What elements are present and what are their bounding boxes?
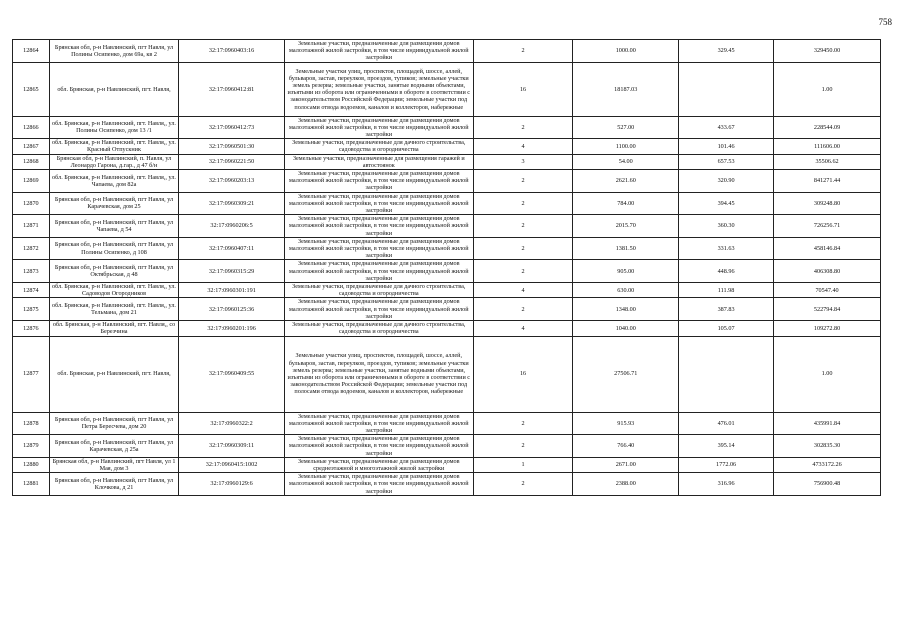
- land-use-cell: Земельные участки улиц, проспектов, площадей, шоссе, аллей, бульваров, застав, переулков, проездов, тупиков; земельные участки земель резерва; земельные участки, занятые водными объектами, изъятыми из оборота или ограниченными в обороте в соответствии с законодательством Российской Федерации; земельные участки под полосами отвода водоемов, каналов и коллекторов, набережные: [284, 336, 473, 412]
- address-cell: обл. Брянская, р-н Навлинский, пгт. Навля,, ул. Красный Отпускник: [49, 139, 178, 154]
- rate-cell: 476.01: [679, 412, 774, 435]
- table-row: [13, 116, 881, 139]
- land-register-table: [12, 39, 881, 496]
- rate-cell: [679, 62, 774, 116]
- category-code-cell: 2: [473, 435, 573, 458]
- table-row: [13, 192, 881, 215]
- row-number-cell: 12868: [13, 154, 50, 169]
- category-code-cell: 2: [473, 215, 573, 238]
- address-cell: Брянская обл, р-н Навлинский, пгт Навля, ул Октябрьская, д 48: [49, 260, 178, 283]
- table-row: [13, 62, 881, 116]
- address-cell: Брянская обл, р-н Навлинский, пгт Навля, ул Чапаева, д 54: [49, 215, 178, 238]
- table-row: [13, 457, 881, 472]
- table-row: [13, 139, 881, 154]
- rate-cell: 448.96: [679, 260, 774, 283]
- cadastral-number-cell: 32:17:0960412:73: [179, 116, 285, 139]
- address-cell: Брянская обл, р-н Навлинский, пгт Навля, ул Полины Осипенко, д 108: [49, 237, 178, 260]
- cadastral-number-cell: 32:17:0960206:5: [179, 215, 285, 238]
- area-cell: 1000.00: [573, 40, 679, 63]
- rate-cell: 387.83: [679, 298, 774, 321]
- area-cell: 2388.00: [573, 473, 679, 496]
- value-cell: 109272.80: [774, 321, 881, 336]
- land-use-cell: Земельные участки, предназначенные для размещения домов малоэтажной жилой застройки, в том числе индивидуальной жилой застройки: [284, 215, 473, 238]
- category-code-cell: 16: [473, 62, 573, 116]
- address-cell: обл. Брянская, р-н Навлинский, пгт. Навля,, со Березчина: [49, 321, 178, 336]
- value-cell: 302835.30: [774, 435, 881, 458]
- cadastral-number-cell: 32:17:0960415:1002: [179, 457, 285, 472]
- address-cell: Брянская обл, р-н Навлинский, п. Навля, ул Леонардо Гарона, д.гар., д 47 б/н: [49, 154, 178, 169]
- area-cell: 18187.03: [573, 62, 679, 116]
- value-cell: 522794.84: [774, 298, 881, 321]
- table-row: [13, 40, 881, 63]
- address-cell: обл. Брянская, р-н Навлинский, пгт. Навля,, ул. Садоводов Огородников: [49, 283, 178, 298]
- value-cell: 329450.00: [774, 40, 881, 63]
- area-cell: 527.00: [573, 116, 679, 139]
- table-row: [13, 237, 881, 260]
- row-number-cell: 12864: [13, 40, 50, 63]
- row-number-cell: 12866: [13, 116, 50, 139]
- land-use-cell: Земельные участки, предназначенные для дачного строительства, садоводства и огородничества: [284, 283, 473, 298]
- land-use-cell: Земельные участки, предназначенные для размещения домов малоэтажной жилой застройки, в том числе индивидуальной жилой застройки: [284, 298, 473, 321]
- table-row: [13, 283, 881, 298]
- area-cell: 54.00: [573, 154, 679, 169]
- value-cell: 111606.00: [774, 139, 881, 154]
- address-cell: Брянская обл, р-н Навлинский, пгт Навля, ул Карачевская, дом 25: [49, 192, 178, 215]
- row-number-cell: 12880: [13, 457, 50, 472]
- rate-cell: 395.14: [679, 435, 774, 458]
- row-number-cell: 12873: [13, 260, 50, 283]
- value-cell: 35506.62: [774, 154, 881, 169]
- row-number-cell: 12881: [13, 473, 50, 496]
- row-number-cell: 12870: [13, 192, 50, 215]
- cadastral-number-cell: 32:17:0960203:13: [179, 170, 285, 193]
- cadastral-number-cell: 32:17:0960409:55: [179, 336, 285, 412]
- land-use-cell: Земельные участки, предназначенные для размещения домов малоэтажной жилой застройки, в том числе индивидуальной жилой застройки: [284, 412, 473, 435]
- cadastral-number-cell: 32:17:0960403:16: [179, 40, 285, 63]
- land-use-cell: Земельные участки улиц, проспектов, площадей, шоссе, аллей, бульваров, застав, переулков, проездов, тупиков; земельные участки земель резерва; земельные участки, занятые водными объектами, изъятыми из оборота или ограниченными в обороте в соответствии с законодательством Российской Федерации; земельные участки под полосами отвода водоемов, каналов и коллекторов, набережные: [284, 62, 473, 116]
- land-use-cell: Земельные участки, предназначенные для размещения домов малоэтажной жилой застройки, в том числе индивидуальной жилой застройки: [284, 237, 473, 260]
- page-number: 758: [878, 17, 892, 27]
- rate-cell: 394.45: [679, 192, 774, 215]
- rate-cell: 316.96: [679, 473, 774, 496]
- rate-cell: 433.67: [679, 116, 774, 139]
- row-number-cell: 12869: [13, 170, 50, 193]
- row-number-cell: 12875: [13, 298, 50, 321]
- row-number-cell: 12874: [13, 283, 50, 298]
- land-use-cell: Земельные участки, предназначенные для размещения домов малоэтажной жилой застройки, в том числе индивидуальной жилой застройки: [284, 435, 473, 458]
- area-cell: 766.40: [573, 435, 679, 458]
- value-cell: 406308.80: [774, 260, 881, 283]
- address-cell: Брянская обл, р-н Навлинский, пгт Навля, ул Полины Осипенко, дом 69а, кв 2: [49, 40, 178, 63]
- rate-cell: 331.63: [679, 237, 774, 260]
- category-code-cell: 4: [473, 321, 573, 336]
- address-cell: обл. Брянская, р-н Навлинский, пгт. Навля,: [49, 336, 178, 412]
- row-number-cell: 12877: [13, 336, 50, 412]
- land-use-cell: Земельные участки, предназначенные для размещения домов среднеэтажной и многоэтажной жилой застройки: [284, 457, 473, 472]
- table-row: [13, 435, 881, 458]
- row-number-cell: 12876: [13, 321, 50, 336]
- table-row: [13, 298, 881, 321]
- land-use-cell: Земельные участки, предназначенные для размещения домов малоэтажной жилой застройки, в том числе индивидуальной жилой застройки: [284, 192, 473, 215]
- table-row: [13, 412, 881, 435]
- land-use-cell: Земельные участки, предназначенные для размещения домов малоэтажной жилой застройки, в том числе индивидуальной жилой застройки: [284, 260, 473, 283]
- cadastral-number-cell: 32:17:0960309:11: [179, 435, 285, 458]
- value-cell: 228544.09: [774, 116, 881, 139]
- area-cell: 905.00: [573, 260, 679, 283]
- rate-cell: 101.46: [679, 139, 774, 154]
- value-cell: 309248.80: [774, 192, 881, 215]
- category-code-cell: 2: [473, 473, 573, 496]
- value-cell: 435991.84: [774, 412, 881, 435]
- cadastral-number-cell: 32:17:0960407:11: [179, 237, 285, 260]
- value-cell: 756900.48: [774, 473, 881, 496]
- area-cell: 1100.00: [573, 139, 679, 154]
- land-use-cell: Земельные участки, предназначенные для размещения домов малоэтажной жилой застройки, в том числе индивидуальной жилой застройки: [284, 116, 473, 139]
- address-cell: Брянская обл, р-н Навлинский, пгт Навля, ул Клочкова, д 21: [49, 473, 178, 496]
- value-cell: 4733172.26: [774, 457, 881, 472]
- land-use-cell: Земельные участки, предназначенные для размещения гаражей и автостоянок: [284, 154, 473, 169]
- category-code-cell: 2: [473, 192, 573, 215]
- category-code-cell: 1: [473, 457, 573, 472]
- rate-cell: 1772.06: [679, 457, 774, 472]
- area-cell: 1040.00: [573, 321, 679, 336]
- land-use-cell: Земельные участки, предназначенные для дачного строительства, садоводства и огородничества: [284, 139, 473, 154]
- category-code-cell: 2: [473, 237, 573, 260]
- rate-cell: 657.53: [679, 154, 774, 169]
- land-use-cell: Земельные участки, предназначенные для дачного строительства, садоводства и огородничества: [284, 321, 473, 336]
- row-number-cell: 12871: [13, 215, 50, 238]
- address-cell: Брянская обл, р-н Навлинский, пгт Навля, ул 1 Мая, дом 3: [49, 457, 178, 472]
- cadastral-number-cell: 32:17:0960322:2: [179, 412, 285, 435]
- cadastral-number-cell: 32:17:0960221:50: [179, 154, 285, 169]
- category-code-cell: 2: [473, 412, 573, 435]
- category-code-cell: 2: [473, 116, 573, 139]
- rate-cell: 320.90: [679, 170, 774, 193]
- category-code-cell: 2: [473, 260, 573, 283]
- address-cell: обл. Брянская, р-н Навлинский, пгт. Навля,, ул. Тельмана, дом 21: [49, 298, 178, 321]
- category-code-cell: 3: [473, 154, 573, 169]
- value-cell: 1.00: [774, 62, 881, 116]
- area-cell: 1381.50: [573, 237, 679, 260]
- area-cell: 2671.00: [573, 457, 679, 472]
- rate-cell: 111.98: [679, 283, 774, 298]
- category-code-cell: 4: [473, 139, 573, 154]
- table-row: [13, 473, 881, 496]
- land-use-cell: Земельные участки, предназначенные для размещения домов малоэтажной жилой застройки, в том числе индивидуальной жилой застройки: [284, 473, 473, 496]
- row-number-cell: 12878: [13, 412, 50, 435]
- address-cell: обл. Брянская, р-н Навлинский, пгт. Навля,, ул. Полины Осипенко, дом 13 /1: [49, 116, 178, 139]
- category-code-cell: 2: [473, 298, 573, 321]
- table-row: [13, 260, 881, 283]
- table-row: [13, 170, 881, 193]
- cadastral-number-cell: 32:17:0960501:30: [179, 139, 285, 154]
- rate-cell: 360.30: [679, 215, 774, 238]
- table-row: [13, 321, 881, 336]
- area-cell: 784.00: [573, 192, 679, 215]
- cadastral-number-cell: 32:17:0960129:6: [179, 473, 285, 496]
- area-cell: 27506.71: [573, 336, 679, 412]
- row-number-cell: 12879: [13, 435, 50, 458]
- rate-cell: 105.07: [679, 321, 774, 336]
- rate-cell: 329.45: [679, 40, 774, 63]
- value-cell: 841271.44: [774, 170, 881, 193]
- table-row: [13, 154, 881, 169]
- area-cell: 630.00: [573, 283, 679, 298]
- address-cell: Брянская обл, р-н Навлинский, пгт Навля, ул Карачевская, д 25а: [49, 435, 178, 458]
- area-cell: 1348.00: [573, 298, 679, 321]
- cadastral-number-cell: 32:17:0960315:29: [179, 260, 285, 283]
- row-number-cell: 12867: [13, 139, 50, 154]
- land-use-cell: Земельные участки, предназначенные для размещения домов малоэтажной жилой застройки, в том числе индивидуальной жилой застройки: [284, 170, 473, 193]
- category-code-cell: 16: [473, 336, 573, 412]
- area-cell: 2015.70: [573, 215, 679, 238]
- row-number-cell: 12865: [13, 62, 50, 116]
- table-row: [13, 215, 881, 238]
- rate-cell: [679, 336, 774, 412]
- address-cell: обл. Брянская, р-н Навлинский, пгт. Навля,, ул. Чапаева, дом 82а: [49, 170, 178, 193]
- table-row: [13, 336, 881, 412]
- category-code-cell: 4: [473, 283, 573, 298]
- area-cell: 915.93: [573, 412, 679, 435]
- area-cell: 2621.60: [573, 170, 679, 193]
- cadastral-number-cell: 32:17:0960309:21: [179, 192, 285, 215]
- cadastral-number-cell: 32:17:0960301:191: [179, 283, 285, 298]
- cadastral-number-cell: 32:17:0960412:81: [179, 62, 285, 116]
- address-cell: обл. Брянская, р-н Навлинский, пгт. Навля,: [49, 62, 178, 116]
- category-code-cell: 2: [473, 170, 573, 193]
- address-cell: Брянская обл, р-н Навлинский, пгт Навля, ул Петра Бересчева, дом 20: [49, 412, 178, 435]
- value-cell: 726256.71: [774, 215, 881, 238]
- cadastral-number-cell: 32:17:0960201:196: [179, 321, 285, 336]
- value-cell: 458146.84: [774, 237, 881, 260]
- category-code-cell: 2: [473, 40, 573, 63]
- value-cell: 1.00: [774, 336, 881, 412]
- land-use-cell: Земельные участки, предназначенные для размещения домов малоэтажной жилой застройки, в том числе индивидуальной жилой застройки: [284, 40, 473, 63]
- table-body: [13, 40, 881, 496]
- value-cell: 70547.40: [774, 283, 881, 298]
- cadastral-number-cell: 32:17:0960125:36: [179, 298, 285, 321]
- row-number-cell: 12872: [13, 237, 50, 260]
